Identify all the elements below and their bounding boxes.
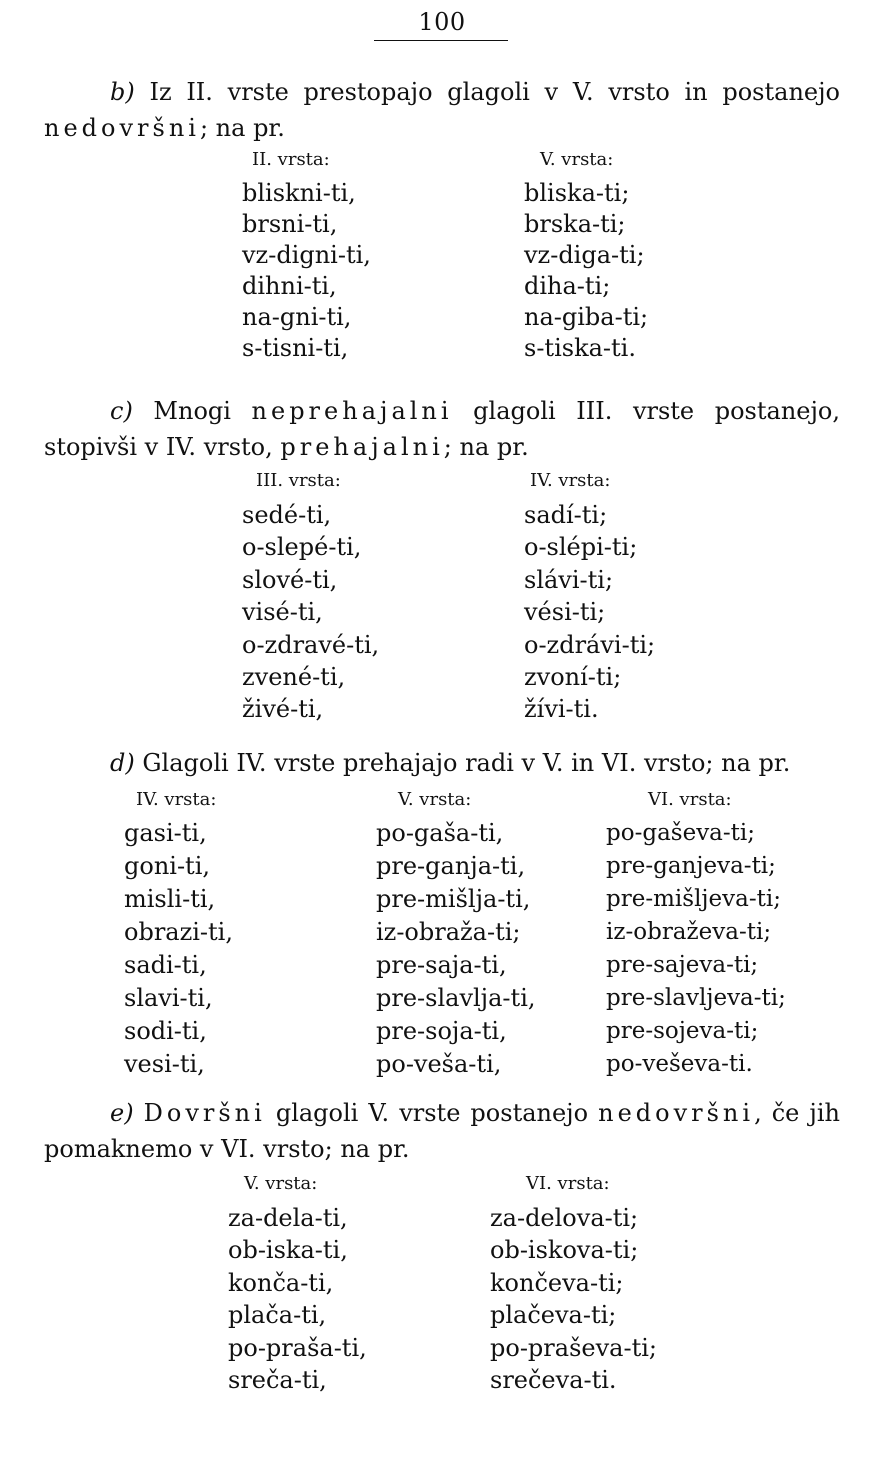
list-item: o-slepé-ti,	[242, 533, 362, 562]
list-item: sadí-ti;	[524, 501, 608, 529]
section-c-header-1: III. vrsta:	[256, 470, 341, 491]
list-item: po-praševa-ti;	[490, 1333, 657, 1362]
list-item: pre-slavljeva-ti;	[606, 985, 786, 1011]
section-e-col-1	[228, 1202, 367, 1396]
section-e-spaced-term-1: Dovršni	[143, 1099, 266, 1127]
list-item: na-giba-ti;	[524, 303, 649, 331]
section-e-paragraph	[44, 1095, 840, 1167]
list-item: pre-sajeva-ti;	[606, 952, 759, 978]
section-b-spaced-term: nedovršni	[44, 114, 200, 142]
list-item: vz-diga-ti;	[524, 241, 645, 269]
list-item: bliska-ti;	[524, 179, 630, 207]
section-e-col-2	[490, 1202, 657, 1396]
section-e-label: e)	[110, 1099, 134, 1127]
section-c-text-2: glagoli III. vrste postanejo, stopivši v IV. vrsto,	[44, 397, 840, 461]
section-d-header-2: V. vrsta:	[398, 789, 472, 810]
list-item: gasi-ti,	[124, 819, 207, 847]
section-e-header-2: VI. vrsta:	[526, 1173, 610, 1194]
section-d-text-1: Glagoli IV. vrste prehajajo radi v V. in VI. vrsto; na pr.	[134, 749, 791, 777]
list-item: po-veša-ti,	[376, 1050, 502, 1078]
section-b-text-2: ; na pr.	[199, 114, 285, 142]
header-rule	[374, 40, 508, 41]
section-c-col-1	[242, 499, 379, 726]
list-item: pre-mišljeva-ti;	[606, 886, 781, 912]
list-item: pre-mišlja-ti,	[376, 885, 531, 913]
list-item: vesi-ti,	[124, 1050, 205, 1078]
list-item: pre-soja-ti,	[376, 1017, 507, 1045]
section-b-label: b)	[110, 78, 135, 106]
page-number: 100	[418, 8, 466, 36]
list-item: sodi-ti,	[124, 1017, 207, 1045]
section-c-spaced-term-1: neprehajalni	[251, 397, 453, 425]
section-e-text-1: glagoli V. vrste postanejo	[265, 1099, 599, 1127]
list-item: po-veševa-ti.	[606, 1051, 753, 1077]
list-item: končeva-ti;	[490, 1268, 624, 1297]
section-b-col-2	[524, 178, 648, 364]
section-b-text-1: Iz II. vrste prestopajo glagoli v V. vrsto in postanejo	[134, 78, 840, 106]
section-e-text-2: , če jih pomaknemo v VI. vrsto; na pr.	[44, 1099, 840, 1163]
section-c-text-1: Mnogi	[132, 397, 252, 425]
list-item: misli-ti,	[124, 885, 216, 913]
section-b-header-2: V. vrsta:	[540, 149, 614, 170]
list-item: srečeva-ti.	[490, 1366, 617, 1395]
list-item: za-dela-ti,	[228, 1204, 348, 1232]
list-item: goni-ti,	[124, 852, 211, 880]
list-item: vz-digni-ti,	[242, 241, 371, 269]
section-c-spaced-term-2: prehajalni	[280, 433, 444, 461]
list-item: bliskni-ti,	[242, 179, 356, 207]
list-item: pre-slavlja-ti,	[376, 984, 536, 1012]
list-item: pre-saja-ti,	[376, 951, 507, 979]
list-item: brsni-ti,	[242, 210, 338, 238]
list-item: žívi-ti.	[524, 695, 599, 724]
section-c-header-2: IV. vrsta:	[530, 470, 611, 491]
section-c-label: c)	[110, 397, 133, 425]
section-c-text-3: ; na pr.	[443, 433, 529, 461]
list-item: iz-obraževa-ti;	[606, 919, 772, 945]
section-e-text-0	[134, 1099, 144, 1127]
section-d-paragraph	[44, 745, 840, 781]
list-item: brska-ti;	[524, 210, 626, 238]
section-c-col-2	[524, 499, 655, 726]
list-item: sadi-ti,	[124, 951, 207, 979]
list-item: za-delova-ti;	[490, 1204, 639, 1232]
list-item: na-gni-ti,	[242, 303, 352, 331]
list-item: po-praša-ti,	[228, 1333, 367, 1362]
section-d-col-3	[606, 817, 786, 1081]
section-d-header-1: IV. vrsta:	[136, 789, 217, 810]
list-item: o-slépi-ti;	[524, 533, 638, 562]
list-item: po-gaša-ti,	[376, 819, 504, 847]
list-item: po-gaševa-ti;	[606, 820, 756, 846]
list-item: o-zdravé-ti,	[242, 630, 380, 659]
list-item: sedé-ti,	[242, 501, 332, 529]
list-item: slávi-ti;	[524, 565, 614, 594]
list-item: o-zdrávi-ti;	[524, 630, 656, 659]
section-d-col-2	[376, 817, 536, 1081]
list-item: iz-obraža-ti;	[376, 918, 521, 946]
list-item: ob-iska-ti,	[228, 1236, 348, 1265]
section-b-paragraph	[44, 74, 840, 146]
list-item: sreča-ti,	[228, 1366, 327, 1395]
section-d-label: d)	[110, 749, 135, 777]
list-item: visé-ti,	[242, 598, 323, 627]
list-item: pre-ganjeva-ti;	[606, 853, 776, 879]
list-item: pre-ganja-ti,	[376, 852, 526, 880]
list-item: s-tisni-ti,	[242, 334, 349, 362]
list-item: konča-ti,	[228, 1268, 334, 1297]
list-item: zvoní-ti;	[524, 663, 622, 692]
list-item: diha-ti;	[524, 272, 611, 300]
list-item: slavi-ti,	[124, 984, 213, 1012]
section-b-col-1	[242, 178, 371, 364]
list-item: zvené-ti,	[242, 663, 346, 692]
list-item: pre-sojeva-ti;	[606, 1018, 759, 1044]
list-item: obrazi-ti,	[124, 918, 233, 946]
list-item: ob-iskova-ti;	[490, 1236, 639, 1265]
section-e-header-1: V. vrsta:	[244, 1173, 318, 1194]
list-item: slové-ti,	[242, 565, 338, 594]
section-d-header-3: VI. vrsta:	[648, 789, 732, 810]
list-item: dihni-ti,	[242, 272, 337, 300]
section-c-paragraph	[44, 393, 840, 465]
section-e-spaced-term-2: nedovršni	[598, 1099, 755, 1127]
list-item: plača-ti,	[228, 1301, 327, 1330]
list-item: živé-ti,	[242, 695, 324, 724]
section-d-col-1	[124, 817, 233, 1081]
list-item: plačeva-ti;	[490, 1301, 617, 1330]
section-b-header-1: II. vrsta:	[252, 149, 330, 170]
list-item: vési-ti;	[524, 598, 606, 627]
list-item: s-tiska-ti.	[524, 334, 636, 362]
